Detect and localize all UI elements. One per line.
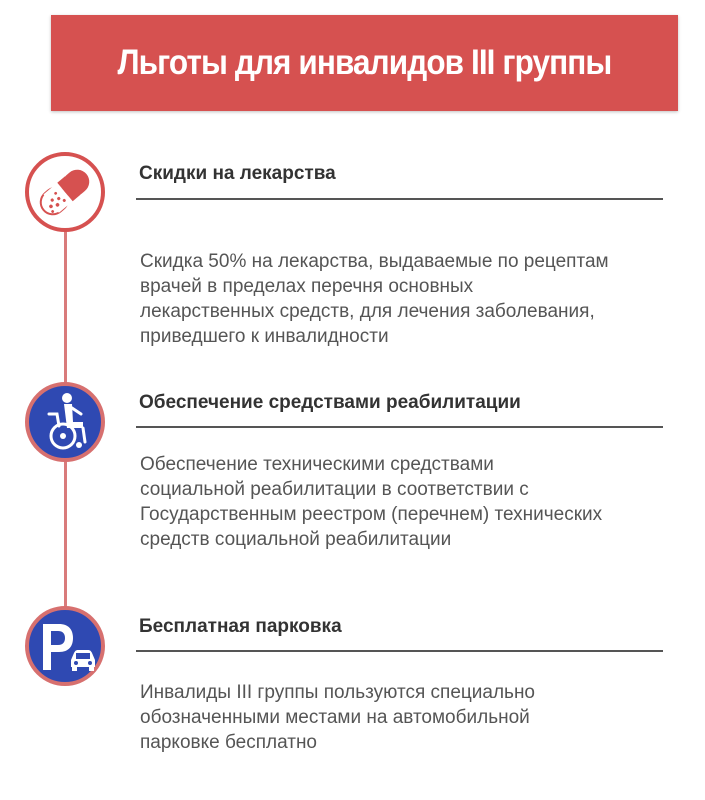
body-line: средств социальной реабилитации bbox=[140, 529, 452, 550]
body-line: социальной реабилитации в соответствии с bbox=[140, 479, 529, 500]
pill-icon bbox=[25, 152, 105, 232]
body-line: Инвалиды III группы пользуются специально bbox=[140, 682, 536, 703]
wheelchair-icon bbox=[25, 382, 105, 462]
section-body-rehabilitation bbox=[140, 452, 685, 552]
body-line: Обеспечение техническими средствами bbox=[140, 454, 494, 475]
section-heading-rehabilitation: Обеспечение средствами реабилитации bbox=[139, 392, 521, 413]
section-body-medicine bbox=[140, 249, 685, 349]
section-heading-medicine: Скидки на лекарства bbox=[139, 163, 336, 184]
body-line: парковке бесплатно bbox=[140, 732, 318, 753]
body-line: врачей в пределах перечня основных bbox=[140, 276, 474, 297]
body-line: Скидка 50% на лекарства, выдаваемые по рецептам bbox=[140, 251, 609, 272]
body-line: лекарственных средств, для лечения заболевания, bbox=[140, 301, 595, 322]
body-line: приведшего к инвалидности bbox=[140, 326, 389, 347]
section-divider bbox=[136, 198, 663, 200]
section-divider bbox=[136, 650, 663, 652]
page-title: Льготы для инвалидов III группы bbox=[117, 43, 612, 82]
title-banner bbox=[51, 15, 678, 111]
body-line: обозначенными местами на автомобильной bbox=[140, 707, 530, 728]
section-heading-parking: Бесплатная парковка bbox=[139, 616, 342, 637]
section-divider bbox=[136, 426, 663, 428]
section-body-parking bbox=[140, 680, 685, 755]
body-line: Государственным реестром (перечнем) технических bbox=[140, 504, 603, 525]
parking-icon bbox=[25, 606, 105, 686]
